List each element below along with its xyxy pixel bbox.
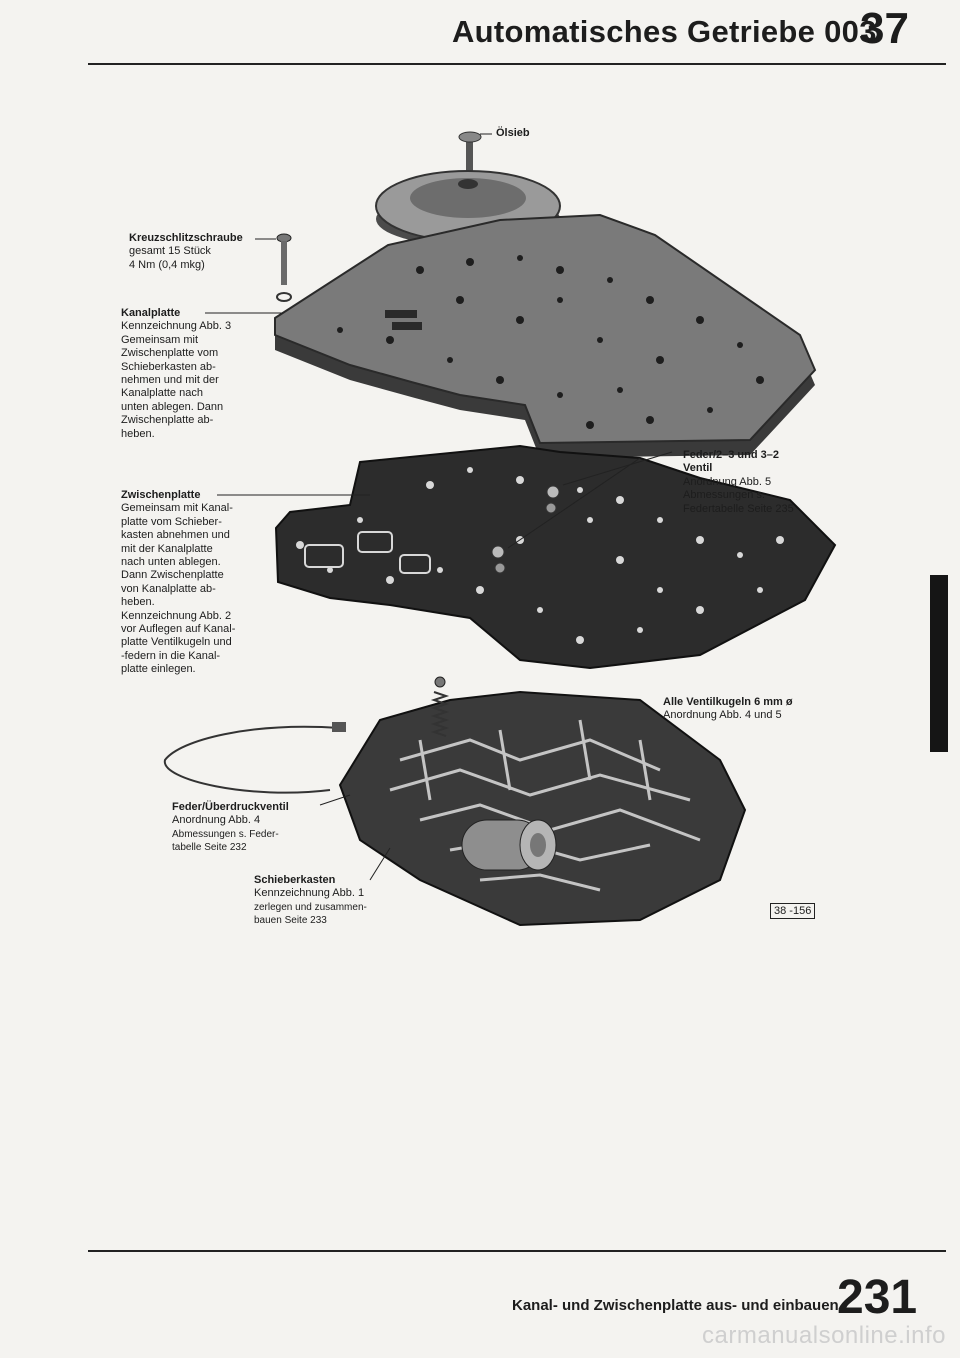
wire-harness xyxy=(165,722,346,793)
label-ventilkugeln: Alle Ventilkugeln 6 mm ø Anordnung Abb. 4 und 5 xyxy=(663,696,793,722)
footer-title: Kanal- und Zwischenplatte aus- und einbauen xyxy=(512,1297,839,1314)
footer-rule xyxy=(88,1250,946,1252)
watermark: carmanualsonline.info xyxy=(702,1322,946,1349)
chapter-thumb-tab xyxy=(930,575,948,752)
label-feder-2-3-ventil: Feder/2–3 und 3–2 Ventil Anordnung Abb. 5 Abmessungen s. Federtabelle Seite 235 xyxy=(683,449,794,515)
label-zwischenplatte: Zwischenplatte Gemeinsam mit Kanal- platte vom Schieber- kasten abnehmen und mit der Kanalplatte nach unten ablegen. Dann Zwischenplatte von Kanalplatte ab- heben. Kennzeichnung Abb. 2 vor Auflegen auf Kanal- platte Ventilkugeln und -federn in die Kanal- platte einlegen. xyxy=(121,489,236,676)
label-kanalplatte: Kanalplatte Kennzeichnung Abb. 3 Gemeinsam mit Zwischenplatte vom Schieberkasten ab- nehmen und mit der Kanalplatte nach unten ablegen. Dann Zwischenplatte ab- heben. xyxy=(121,307,232,440)
page-number: 231 xyxy=(837,1271,918,1324)
valve-body xyxy=(340,692,745,925)
label-feder-ueberdruckventil: Feder/Überdruckventil Anordnung Abb. 4 Abmessungen s. Feder- tabelle Seite 232 xyxy=(172,801,289,854)
label-schieberkasten: Schieberkasten Kennzeichnung Abb. 1 zerlegen und zusammen- bauen Seite 233 xyxy=(254,874,367,927)
phillips-screw xyxy=(277,234,291,301)
page-header-title: Automatisches Getriebe 003 xyxy=(452,14,877,49)
label-kreuzschlitzschraube: Kreuzschlitzschraube gesamt 15 Stück 4 Nm (0,4 mkg) xyxy=(129,232,243,271)
label-oelsieb: Ölsieb xyxy=(496,127,530,139)
figure-code: 38 -156 xyxy=(770,903,815,919)
channel-plate xyxy=(275,215,815,458)
chapter-number: 37 xyxy=(860,4,909,53)
